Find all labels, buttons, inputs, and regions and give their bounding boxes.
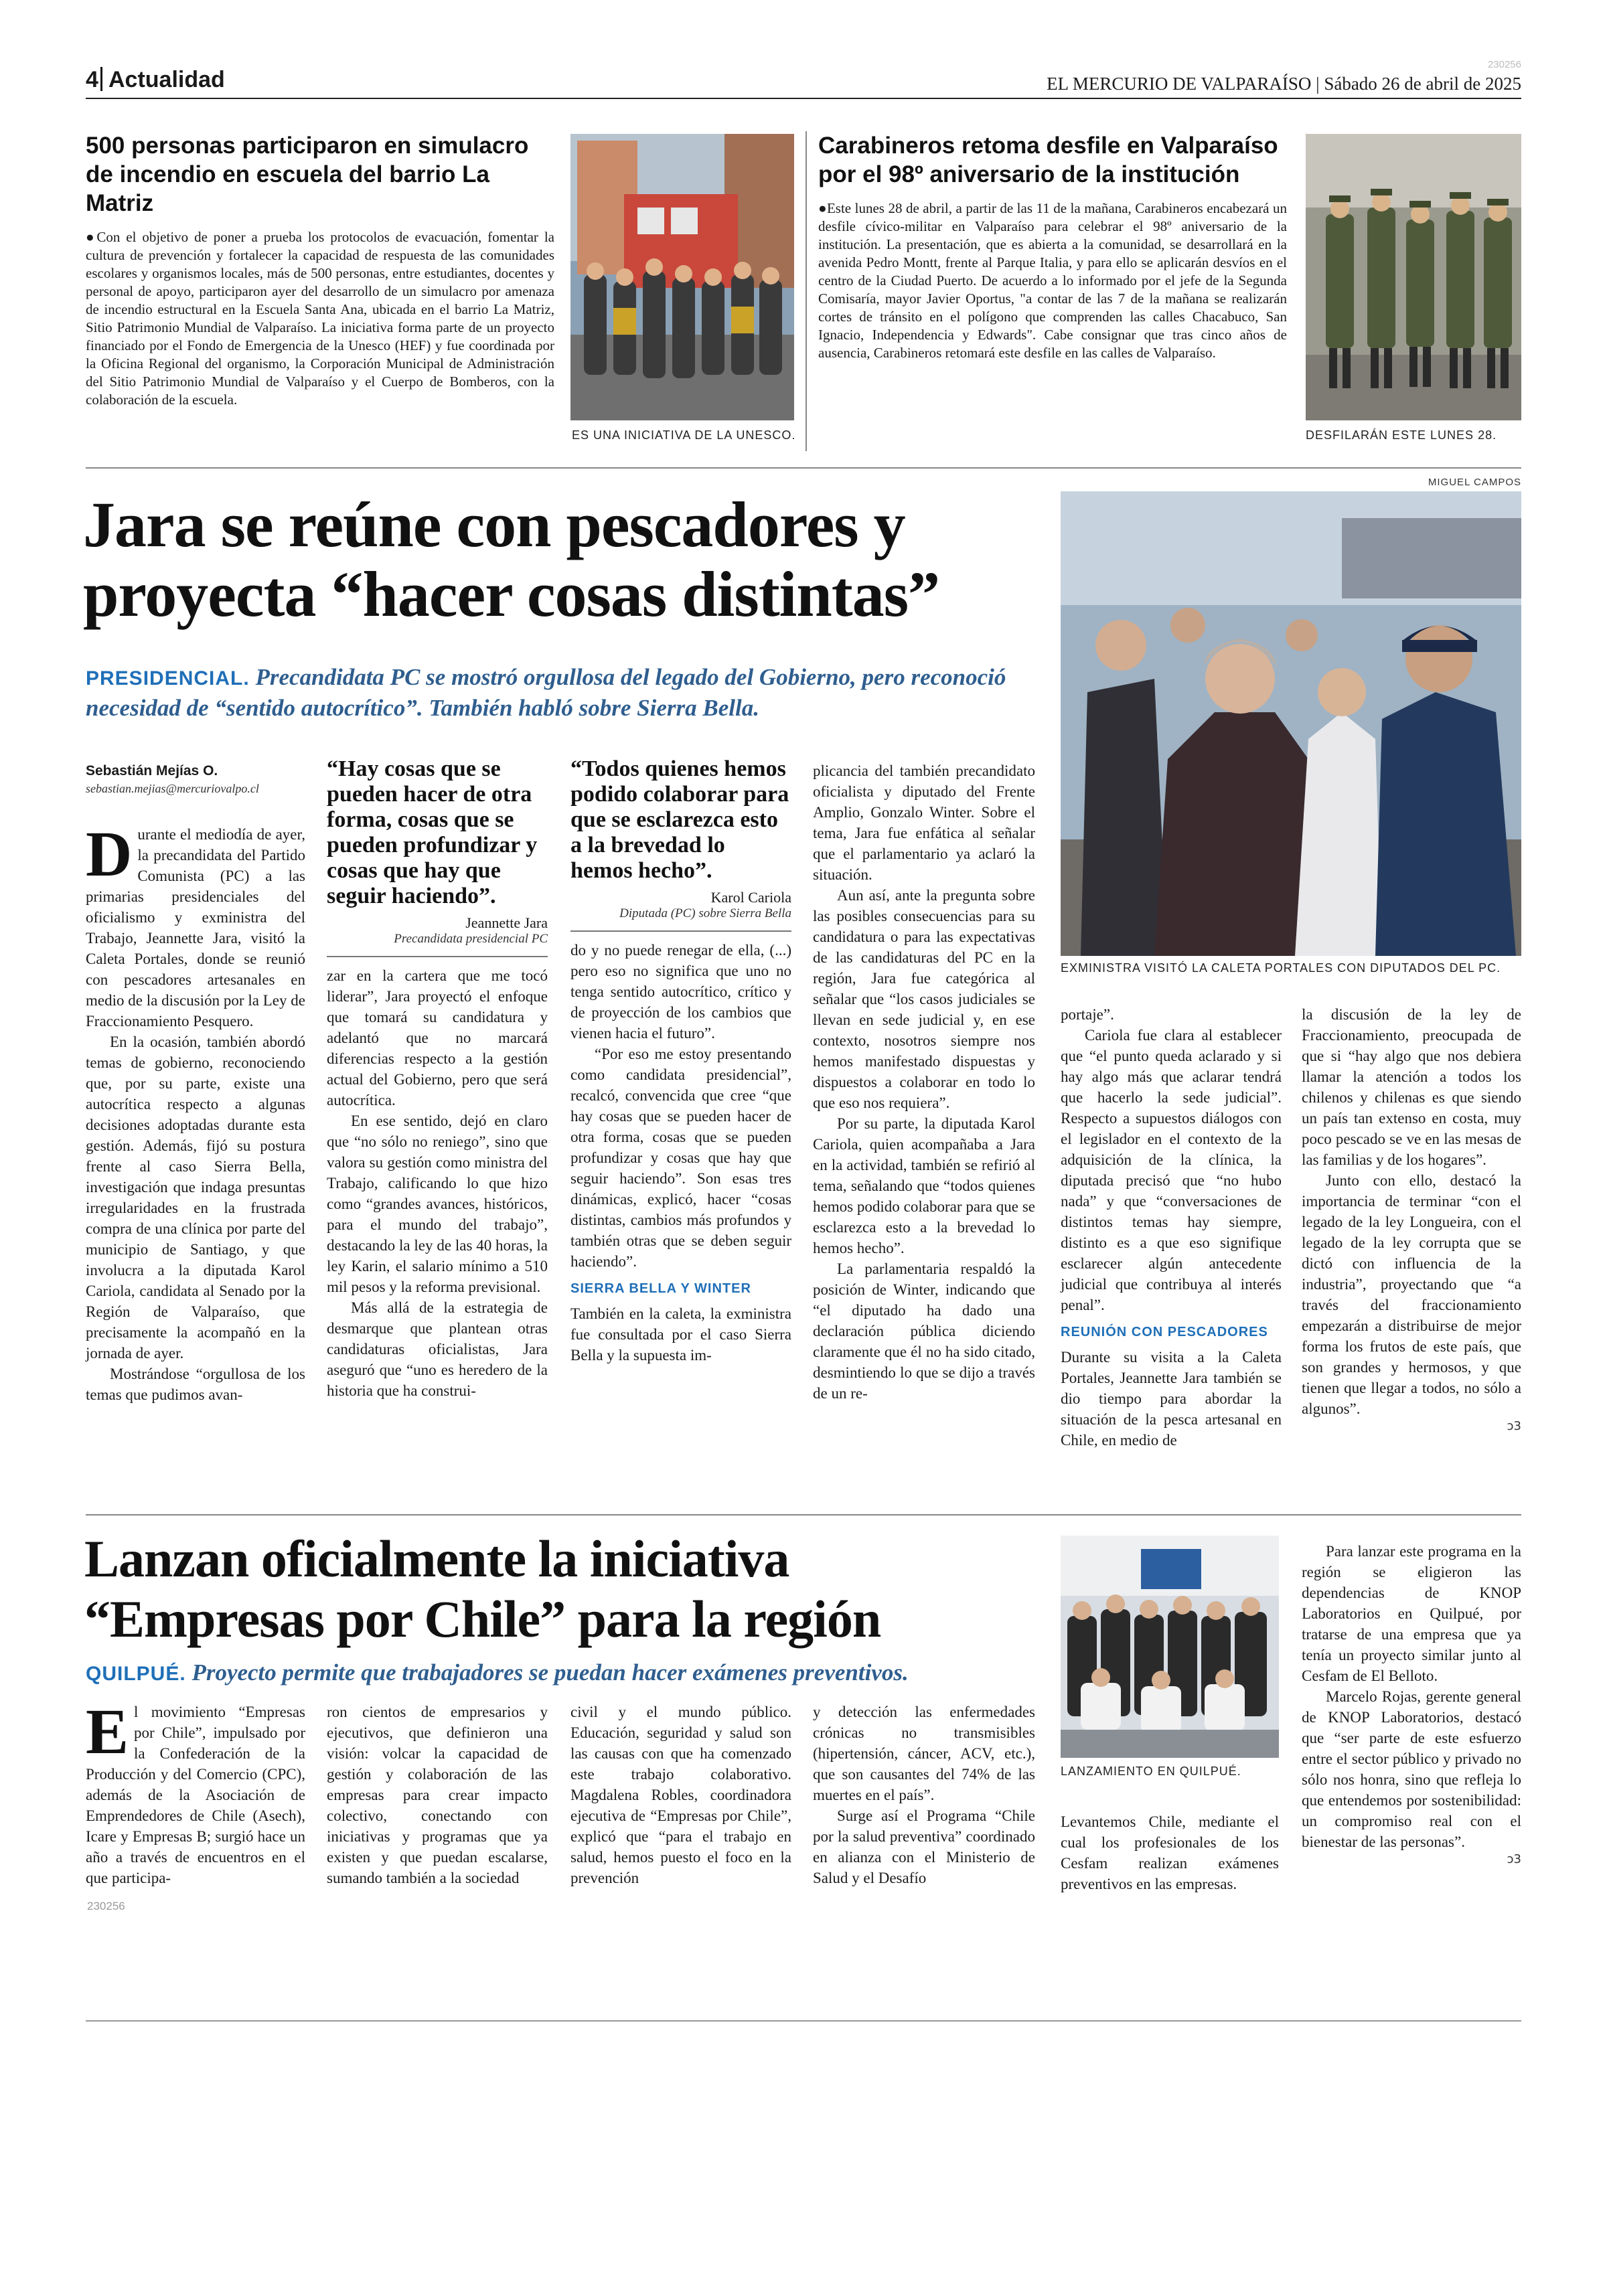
caption-desfile: DESFILARÁN ESTE LUNES 28. <box>1306 428 1497 442</box>
third-col-1: E l movimiento “Empresas por Chile”, impulsado por la Confederación de la Producción y del Comercio (CPC), además de la Asociación de Emprendedores de Chile (Asech), Icare y Empresas B; surgió hace un año a través de encuentros en el que participa- <box>86 1696 305 1886</box>
header-code: 230256 <box>1487 59 1521 70</box>
photo-simulacro <box>570 134 794 420</box>
main-col-5 <box>1061 1004 1282 1451</box>
author-email: sebastian.mejias@mercuriovalpo.cl <box>86 782 259 795</box>
brief-simulacro-title: 500 personas participaron en simulacro de incendio en escuela del barrio La Matriz <box>86 133 529 216</box>
main-col-3 <box>570 756 791 1366</box>
caption-simulacro: ES UNA INICIATIVA DE LA UNESCO. <box>572 428 796 442</box>
main-col-4-text: plicancia del también precandidato oficialista y diputado del Frente Amplio, Gonzalo Winter. Sobre el tema, Jara fue enfática al señalar que el parlamentario ya aclaró la situación. Aun así, ante la pregunta sobre las posibles consecuencias para su candidatura o para las expectativas de las candidaturas del PC en la región, Jara fue categórica al señalar que “los casos judiciales se llevan en sede judicial y, en ese contexto, nosotros siempre nos hemos manifestado dispuestas y dispuestos a colaborar en todo lo que eso nos requiera”. Por su parte, la diputada Karol Cariola, quien acompañaba a Jara en la actividad, también se refirió al tema, señalando que “todos quienes hemos podido colaborar para que se esclarezca esto a la brevedad lo hemos hecho”. La parlamentaria respaldó la posición de Winter, indicando que “el diputado ha dado una declaración pública diciendo claramente que él no ha sido citado, desmintiendo lo que se dijo a través de un re- <box>813 762 1035 1402</box>
third-col-3: civil y el mundo público. Educación, seguridad y salud son las causas con que ha comenzado este trabajo colaborativo. Magdalena Robles, coordinadora ejecutiva de “Empresas por Chile”, explicó que “para el trabajo en salud, hemos puesto el foco en la prevención <box>570 1704 791 1886</box>
third-col-6: Para lanzar este programa en la región se eligieron las dependencias de KNOP Laboratorios en Quilpué, por tratarse de una empresa que ya tenía un proyecto similar junto al Cesfam de El Belloto. Marcelo Rojas, gerente general de KNOP Laboratorios, destacó que “ser parte de este esfuerzo entre el sector público y privado no sólo nos honra, sino que refleja lo que entendemos por sostenibilidad: un compromiso real con el bienestar de las personas”. ↄ3 <box>1302 1543 1521 1866</box>
third-headline: Lanzan oficialmente la iniciativa “Empresas por Chile” para la región <box>84 1530 881 1648</box>
photo-jara <box>1061 491 1521 956</box>
third-deck-text: Proyecto permite que trabajadores se puedan hacer exámenes preventivos. <box>192 1659 909 1686</box>
third-deck <box>86 1659 1050 1688</box>
pull-quote-jara-role: Precandidata presidencial PC <box>394 932 548 946</box>
author-name: Sebastián Mejías O. <box>86 763 218 778</box>
main-col-6 <box>1302 1004 1521 1433</box>
header-rule <box>86 98 1521 99</box>
brief-carabineros-body: ●Este lunes 28 de abril, a partir de las 11 de la mañana, Carabineros encabezará un desfile cívico-militar en Valparaíso para celebrar el 98º aniversario de la institución. La presentación, que es abierta a la comunidad, se desarrollará en la avenida Pedro Montt, frente al Parque Italia, y para ello se aplicarán desvíos en el centro de la Ciudad Puerto. De acuerdo a lo informado por el jefe de la Segunda Comisaría, mayor Javier Oportus, "a contar de las 7 de la mañana se realizarán cortes de tránsito en el polígono que comprenden las calles Chacabuco, San Ignacio, Independencia y Edwards". Cabe consignar que tras cinco años de ausencia, Carabineros retomará este desfile en las calles de Valparaíso. <box>818 200 1287 361</box>
main-col-6-text: la discusión de la ley de Fraccionamiento, preocupada de que si “hay algo que nos debiera llamar la atención a todos los chilenos y chilenas es que siendo un país tan extenso en costa, muy poco pescado se ve en las mesas de las familias y de los hogares”. Junto con ello, destacó la importancia de terminar “con el legado de la ley Longueira, con el legado de la ley corrupta que se dictó con influencia de la industria”, proyectando que “a través del fraccionamiento empezarán a distribuirse de mejor forma los frutos de este país, que son grandes y hermosos, y que tienen que llegar a todos, no sólo a algunos”. <box>1302 1006 1521 1417</box>
header-divider <box>100 67 102 91</box>
subhead-pescadores: REUNIÓN CON PESCADORES <box>1061 1325 1268 1339</box>
third-kicker: QUILPUÉ. <box>86 1663 186 1685</box>
subhead-sierra-bella: SIERRA BELLA Y WINTER <box>570 1281 751 1296</box>
main-headline: Jara se reúne con pescadores y proyecta “hacer cosas distintas” <box>83 489 940 630</box>
main-deck <box>86 663 1050 723</box>
end-mark: ↄ3 <box>1507 1419 1521 1433</box>
pull-quote-cariola-role: Diputada (PC) sobre Sierra Bella <box>619 906 791 920</box>
main-deck-text: Precandidata PC se mostró orgullosa del legado del Gobierno, pero reconoció necesidad de “sentido autocrítico”. También habló sobre Sierra Bella. <box>86 664 1006 721</box>
quote-divider <box>327 956 548 957</box>
brief-simulacro-body: ●Con el objetivo de poner a prueba los protocolos de evacuación, fomentar la cultura de prevención y fortalecer la capacidad de respuesta de las comunidades escolares y organismos locales, más de 500 personas, entre estudiantes, docentes y personal de apoyo, participaron ayer del desarrollo de un simulacro por amenaza de incendio estructural en la Escuela Santa Ana, ubicada en el barrio La Matriz, Sitio Patrimonio Mundial de Valparaíso. La iniciativa forma parte de un proyecto financiado por el Fondo de Emergencia de la Unesco (HEF) y fue coordinada por la Oficina Regional del organismo, la Corporación Municipal de Administración del Sitio Patrimonio Mundial de Valparaíso y el Cuerpo de Bomberos, con la colaboración de la escuela. <box>86 229 554 408</box>
bottom-code: 230256 <box>87 1900 125 1912</box>
pull-quote-cariola: “Todos quienes hemos podido colaborar para que se esclarezca esto a la brevedad lo hemos hecho”. <box>570 756 789 883</box>
main-col-1 <box>86 763 305 1405</box>
section-name: Actualidad <box>108 67 225 92</box>
third-col-5: Levantemos Chile, mediante el cual los profesionales de los Cesfam realizan exámenes preventivos en las empresas. <box>1061 1813 1279 1892</box>
section-rule-2 <box>86 1514 1521 1515</box>
third-col-4: y detección las enfermedades crónicas no transmisibles (hipertensión, cáncer, ACV, etc.), que son causantes del 74% de las muertes en el país”. Surge así el Programa “Chile por la salud preventiva” coordinado en alianza con el Ministerio de Salud y el Desafío <box>813 1704 1035 1886</box>
caption-jara: EXMINISTRA VISITÓ LA CALETA PORTALES CON DIPUTADOS DEL PC. <box>1061 961 1501 975</box>
third-col-2: ron cientos de empresarios y ejecutivos, que definieron una visión: volcar la capacidad de gestión y colaboración de las empresas para crear impacto colectivo, conectando con iniciativas y programas que ya existen y que puedan escalarse, sumando también a la sociedad <box>327 1704 548 1886</box>
photo-credit: MIGUEL CAMPOS <box>1428 477 1521 488</box>
page-number: 4 <box>86 67 98 92</box>
pull-quote-jara: “Hay cosas que se pueden hacer de otra forma, cosas que se pueden profundizar y cosas que hay que seguir haciendo”. <box>327 756 538 908</box>
quote-divider <box>570 930 791 932</box>
brief-carabineros-title: Carabineros retoma desfile en Valparaíso por el 98º aniversario de la institución <box>818 133 1278 187</box>
section-rule-1 <box>86 467 1521 469</box>
main-col-2-text: zar en la cartera que me tocó liderar”, Jara proyectó el enfoque que tomará su candidatura y adelantó que no marcará diferencias respecto a la gestión actual del Gobierno, pero que será autocrítica. En ese sentido, dejó en claro que “no sólo no reniego”, sino que valora su gestión como ministra del Trabajo, calificando lo que hizo como “grandes avances, históricos, para el mundo del trabajo”, destacando la ley de las 40 horas, la ley Karin, el salario mínimo a 510 mil pesos y la reforma previsional. Más allá de la estrategia de desmarque que plantean otras candidaturas oficialistas, Jara aseguró que “uno es heredero de la historia que ha construi- <box>327 967 548 1399</box>
photo-quilpue <box>1061 1536 1279 1758</box>
caption-quilpue: LANZAMIENTO EN QUILPUÉ. <box>1061 1765 1241 1778</box>
bottom-rule <box>86 2020 1521 2022</box>
main-kicker: PRESIDENCIAL. <box>86 667 250 689</box>
photo-desfile <box>1306 134 1521 420</box>
brief-simulacro <box>86 131 554 409</box>
publication-name: EL MERCURIO DE VALPARAÍSO | Sábado 26 de abril de 2025 <box>1047 74 1521 94</box>
end-mark-third: ↄ3 <box>1507 1852 1521 1866</box>
main-col-3-text: do y no puede renegar de ella, (...) pero eso no significa que uno no tenga sentido autocrítico, crítico y de proyección de los cambios que vienen hacia el futuro”. “Por eso me estoy presentando como candidata presidencial”, recalcó, convencida que cree “que hay cosas que se pueden hacer de otra forma, cosas que se pueden profundizar y cosas que hay que seguir haciendo”. Son esas tres dinámicas, explicó, hacer “cosas distintas, cambios más profundos y también otras que se deben seguir haciendo”. SIERRA BELLA Y WINTER También en la caleta, la exministra fue consultada por el caso Sierra Bella y la supuesta im- <box>570 942 791 1364</box>
main-col-1-text: D urante el mediodía de ayer, la precandidata del Partido Comunista (PC) a las primarias presidenciales del oficialismo y exministra del Trabajo, Jeannette Jara, visitó la Caleta Portales, donde se reunió con pescadores artesanales en medio de la discusión por la Ley de Fraccionamiento Pesquero. En la ocasión, también abordó temas de gobierno, reconociendo que, por su parte, existe una autocrítica respecto a algunas decisiones adoptadas durante esta gestión. Además, fijó su postura frente al caso Sierra Bella, investigación que indaga presuntas irregularidades en la frustrada compra de una clínica por parte del municipio de Santiago, y que involucra a la diputada Karol Cariola, candidata al Senado por la Región de Valparaíso, que precisamente la acompañó en la jornada de ayer. Mostrándose “orgullosa de los temas que pudimos avan- <box>86 818 305 1403</box>
brief-divider <box>806 131 807 451</box>
pull-quote-cariola-name: Karol Cariola <box>710 889 791 906</box>
main-col-5-text: portaje”. Cariola fue clara al establecer que “el punto queda aclarado y si hay algo más que aclarar tendrá que hacerlo la sede judicial”. Respecto a supuestos diálogos con el legislador en el contexto de la adquisición de la clínica, la diputada precisó que “no hubo nada” y que “conversaciones de distintos temas hay siempre, distinto es a que eso signifique esclarecer algún antecedente judicial que contribuya al interés penal”. REUNIÓN CON PESCADORES Durante su visita a la Caleta Portales, Jeannette Jara también se dio tiempo para abordar la situación de la pesca artesanal en Chile, en medio de <box>1061 1006 1282 1449</box>
dropcap-d: D <box>86 818 133 890</box>
main-col-4 <box>813 760 1035 1404</box>
pull-quote-jara-name: Jeannette Jara <box>465 914 548 931</box>
dropcap-e: E <box>86 1696 129 1767</box>
brief-carabineros <box>818 131 1287 362</box>
main-col-2 <box>327 756 548 1401</box>
page-header <box>86 59 1521 96</box>
